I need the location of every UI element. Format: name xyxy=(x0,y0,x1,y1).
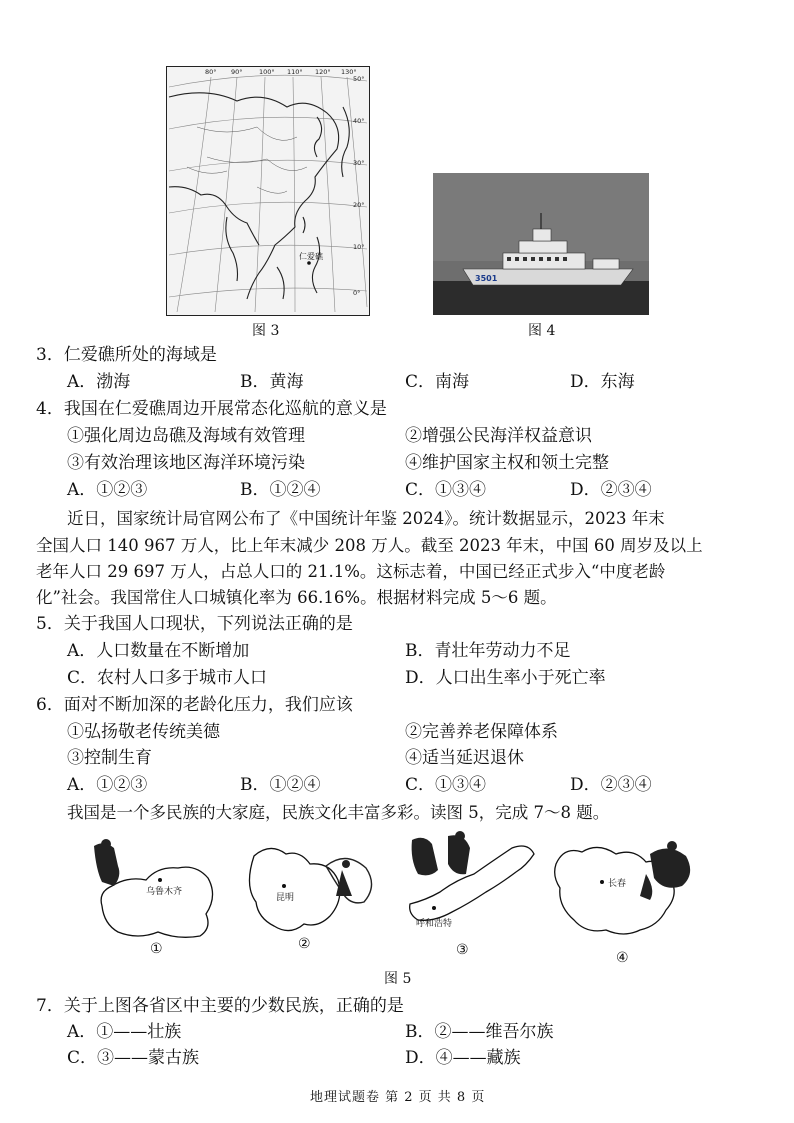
figure-3-map xyxy=(166,66,370,316)
city-label: 呼和浩特 xyxy=(416,919,453,929)
q5-option-c[interactable]: C．农村人口多于城市人口 xyxy=(67,668,268,688)
figure-4-photo xyxy=(433,173,649,315)
q6-option-d[interactable]: D．②③④ xyxy=(570,775,652,795)
q7-option-c[interactable]: C．③——蒙古族 xyxy=(67,1048,200,1068)
q5-option-d[interactable]: D．人口出生率小于死亡率 xyxy=(405,668,606,688)
map-number: ④ xyxy=(616,950,629,966)
city-label: 乌鲁木齐 xyxy=(146,887,183,897)
q5-option-b[interactable]: B．青壮年劳动力不足 xyxy=(405,641,571,661)
question-5-stem: 5．关于我国人口现状，下列说法正确的是 xyxy=(36,614,353,634)
q4-option-c[interactable]: C．①③④ xyxy=(405,480,487,500)
reef-label: 仁爱礁 xyxy=(299,252,323,261)
q4-option-a[interactable]: A．①②③ xyxy=(67,480,148,500)
question-7-stem: 7．关于上图各省区中主要的少数民族，正确的是 xyxy=(36,996,404,1016)
q6-option-a[interactable]: A．①②③ xyxy=(67,775,148,795)
map-number: ③ xyxy=(456,942,469,958)
q3-option-c[interactable]: C．南海 xyxy=(405,372,470,392)
q6-option-b[interactable]: B．①②④ xyxy=(240,775,321,795)
q3-option-b[interactable]: B．黄海 xyxy=(240,372,304,392)
map-number: ① xyxy=(150,941,163,956)
passage-1-line-4: 化”社会。我国常住人口城镇化率为 66.16%。根据材料完成 5～6 题。 xyxy=(36,588,557,607)
question-4-stem: 4．我国在仁爱礁周边开展常态化巡航的意义是 xyxy=(36,399,387,419)
figure-5-map-3 xyxy=(404,830,544,958)
q4-option-d[interactable]: D．②③④ xyxy=(570,480,652,500)
q4-item-3: ③有效治理该地区海洋环境污染 xyxy=(67,453,305,473)
passage-1-line-2: 全国人口 140 967 万人，比上年末减少 208 万人。截至 2023 年末，中国 60 周岁及以上 xyxy=(36,536,703,555)
lon-tick: 90° xyxy=(231,68,243,76)
city-label: 长春 xyxy=(608,879,627,889)
q7-option-b[interactable]: B．②——维吾尔族 xyxy=(405,1022,554,1042)
passage-2: 我国是一个多民族的大家庭，民族文化丰富多彩。读图 5，完成 7～8 题。 xyxy=(67,803,610,822)
lat-tick: 10° xyxy=(353,243,365,251)
lon-tick: 80° xyxy=(205,68,217,76)
figure-5-map-1 xyxy=(88,836,228,956)
lat-tick: 0° xyxy=(353,289,361,297)
q6-item-4: ④适当延迟退休 xyxy=(405,748,524,768)
lat-tick: 50° xyxy=(353,75,365,83)
q6-option-c[interactable]: C．①③④ xyxy=(405,775,487,795)
lat-tick: 20° xyxy=(353,201,365,209)
lat-tick: 30° xyxy=(353,159,365,167)
figure-3-caption: 图 3 xyxy=(252,323,280,339)
q3-option-d[interactable]: D．东海 xyxy=(570,372,635,392)
lat-tick: 40° xyxy=(353,117,365,125)
lon-tick: 110° xyxy=(287,68,303,76)
q4-item-2: ②增强公民海洋权益意识 xyxy=(405,426,592,446)
map-number: ② xyxy=(298,936,311,952)
q6-item-1: ①弘扬敬老传统美德 xyxy=(67,722,220,742)
question-3-stem: 3．仁爱礁所处的海域是 xyxy=(36,345,217,365)
page-footer: 地理试题卷 第 2 页 共 8 页 xyxy=(310,1090,486,1105)
hull-number: 3501 xyxy=(475,274,498,283)
q7-option-a[interactable]: A．①——壮族 xyxy=(67,1022,182,1042)
figure-5-map-4 xyxy=(546,834,706,968)
q6-item-3: ③控制生育 xyxy=(67,748,152,768)
lon-tick: 100° xyxy=(259,68,275,76)
lon-tick: 120° xyxy=(315,68,331,76)
q4-option-b[interactable]: B．①②④ xyxy=(240,480,321,500)
lon-tick: 130° xyxy=(341,68,357,76)
q4-item-1: ①强化周边岛礁及海域有效管理 xyxy=(67,426,305,446)
city-label: 昆明 xyxy=(276,893,295,903)
passage-1-line-1: 近日，国家统计局官网公布了《中国统计年鉴 2024》。统计数据显示，2023 年末 xyxy=(67,509,665,528)
figure-5-caption: 图 5 xyxy=(384,971,412,987)
figure-4-caption: 图 4 xyxy=(528,323,556,339)
q7-option-d[interactable]: D．④——藏族 xyxy=(405,1048,521,1068)
q5-option-a[interactable]: A．人口数量在不断增加 xyxy=(67,641,250,661)
q3-option-a[interactable]: A．渤海 xyxy=(67,372,131,392)
figure-5-map-2 xyxy=(234,836,384,956)
q4-item-4: ④维护国家主权和领土完整 xyxy=(405,453,609,473)
q6-item-2: ②完善养老保障体系 xyxy=(405,722,558,742)
passage-1-line-3: 老年人口 29 697 万人，占总人口的 21.1%。这标志着，中国已经正式步入“中度老龄 xyxy=(36,562,666,581)
question-6-stem: 6．面对不断加深的老龄化压力，我们应该 xyxy=(36,695,353,715)
